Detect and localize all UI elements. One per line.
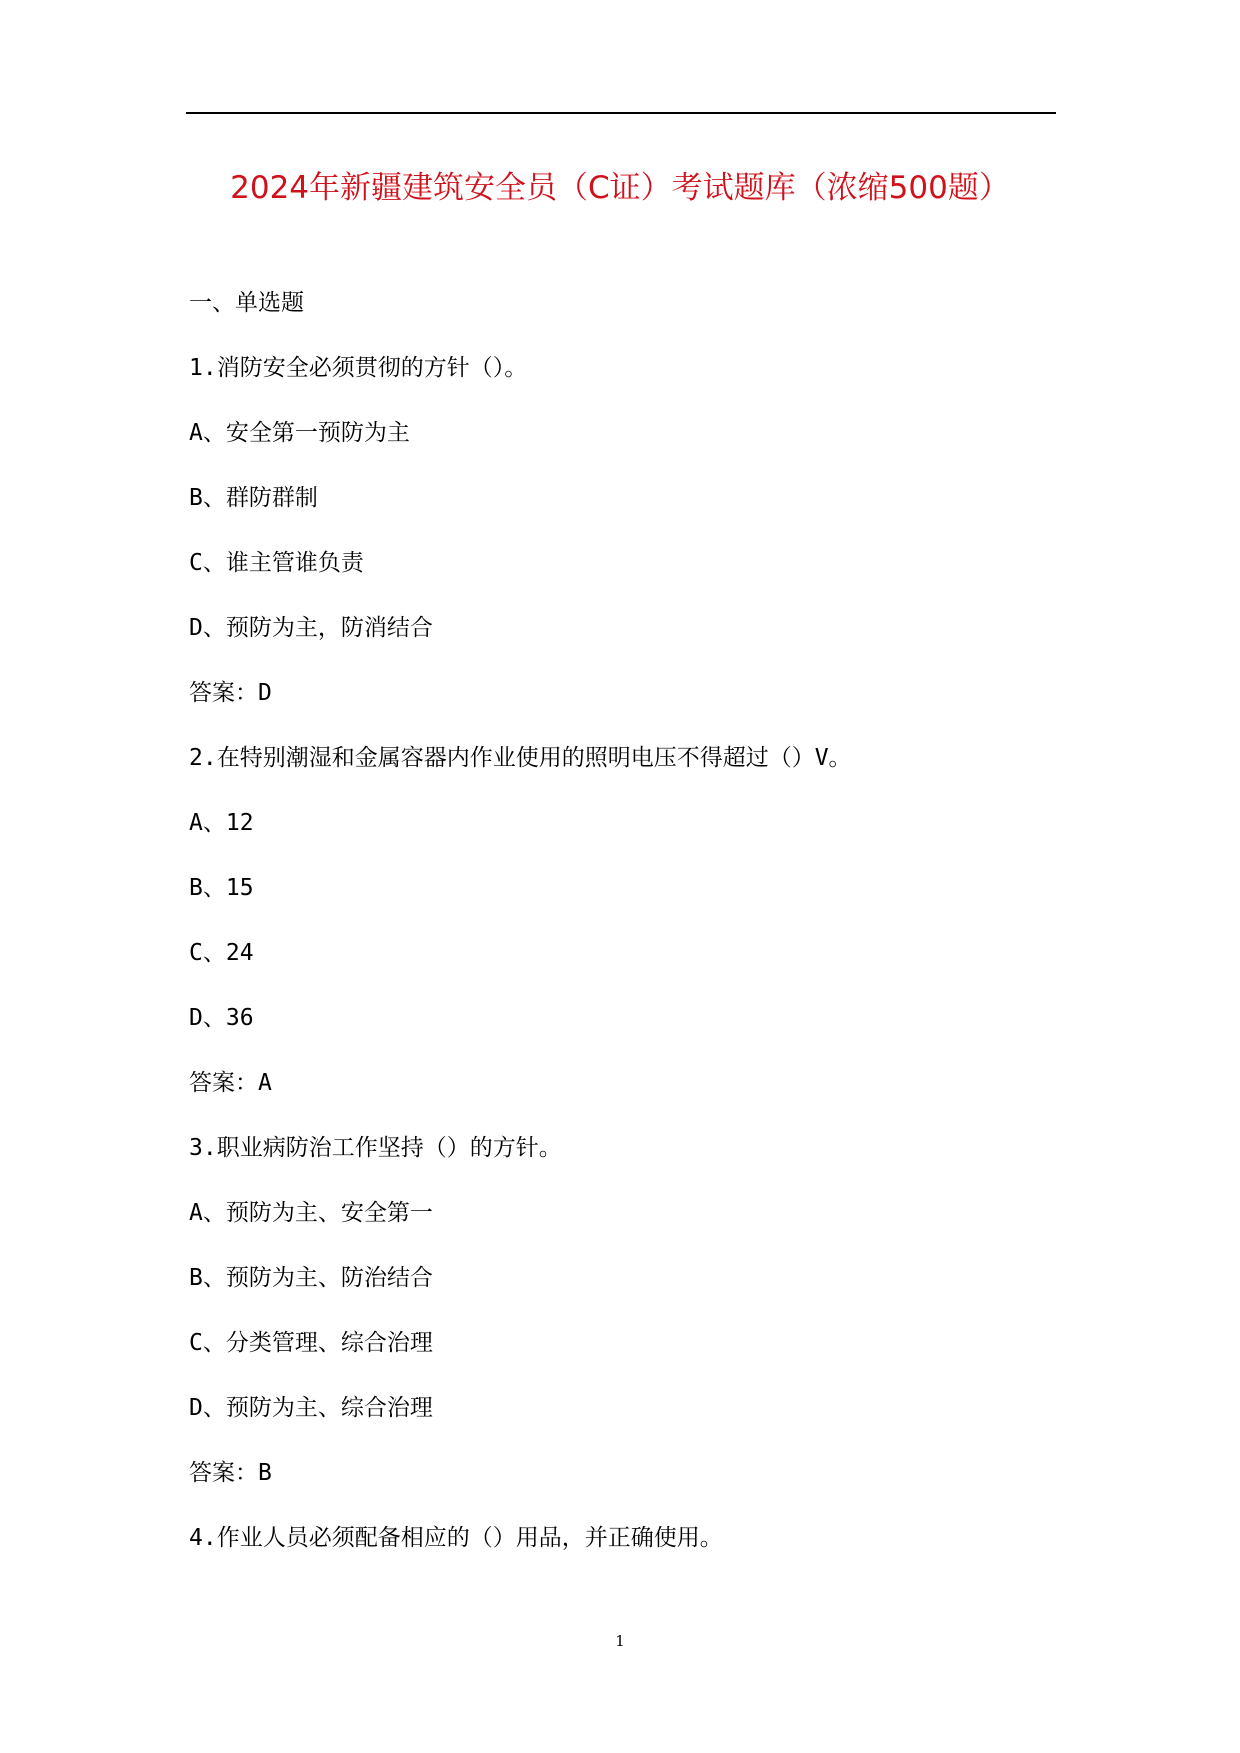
question-2 — [189, 743, 1069, 1133]
header-rule — [186, 112, 1056, 114]
option-a: A、安全第一预防为主 — [189, 420, 410, 446]
option-c: C、24 — [189, 940, 254, 966]
answer: 答案：D — [189, 680, 272, 706]
option-b: B、群防群制 — [189, 485, 318, 511]
question-stem: 3.职业病防治工作坚持（）的方针。 — [189, 1135, 562, 1161]
question-stem: 2.在特别潮湿和金属容器内作业使用的照明电压不得超过（）V。 — [189, 745, 852, 771]
option-b: B、预防为主、防治结合 — [189, 1265, 433, 1291]
option-d: D、预防为主，防消结合 — [189, 615, 433, 641]
document-title: 2024年新疆建筑安全员（C证）考试题库（浓缩500题） — [230, 170, 1010, 206]
option-d: D、36 — [189, 1005, 254, 1031]
option-a: A、12 — [189, 810, 254, 836]
answer: 答案：A — [189, 1070, 272, 1096]
document-body — [189, 288, 1069, 1588]
question-3 — [189, 1133, 1069, 1523]
option-c: C、谁主管谁负责 — [189, 550, 364, 576]
question-1 — [189, 353, 1069, 743]
option-d: D、预防为主、综合治理 — [189, 1395, 433, 1421]
section-heading: 一、单选题 — [189, 290, 304, 316]
question-stem: 4.作业人员必须配备相应的（）用品，并正确使用。 — [189, 1525, 723, 1551]
question-stem: 1.消防安全必须贯彻的方针（）。 — [189, 355, 528, 381]
option-b: B、15 — [189, 875, 254, 901]
option-c: C、分类管理、综合治理 — [189, 1330, 433, 1356]
question-4 — [189, 1523, 1069, 1588]
answer: 答案：B — [189, 1460, 272, 1486]
page-number: 1 — [615, 1632, 625, 1650]
option-a: A、预防为主、安全第一 — [189, 1200, 433, 1226]
